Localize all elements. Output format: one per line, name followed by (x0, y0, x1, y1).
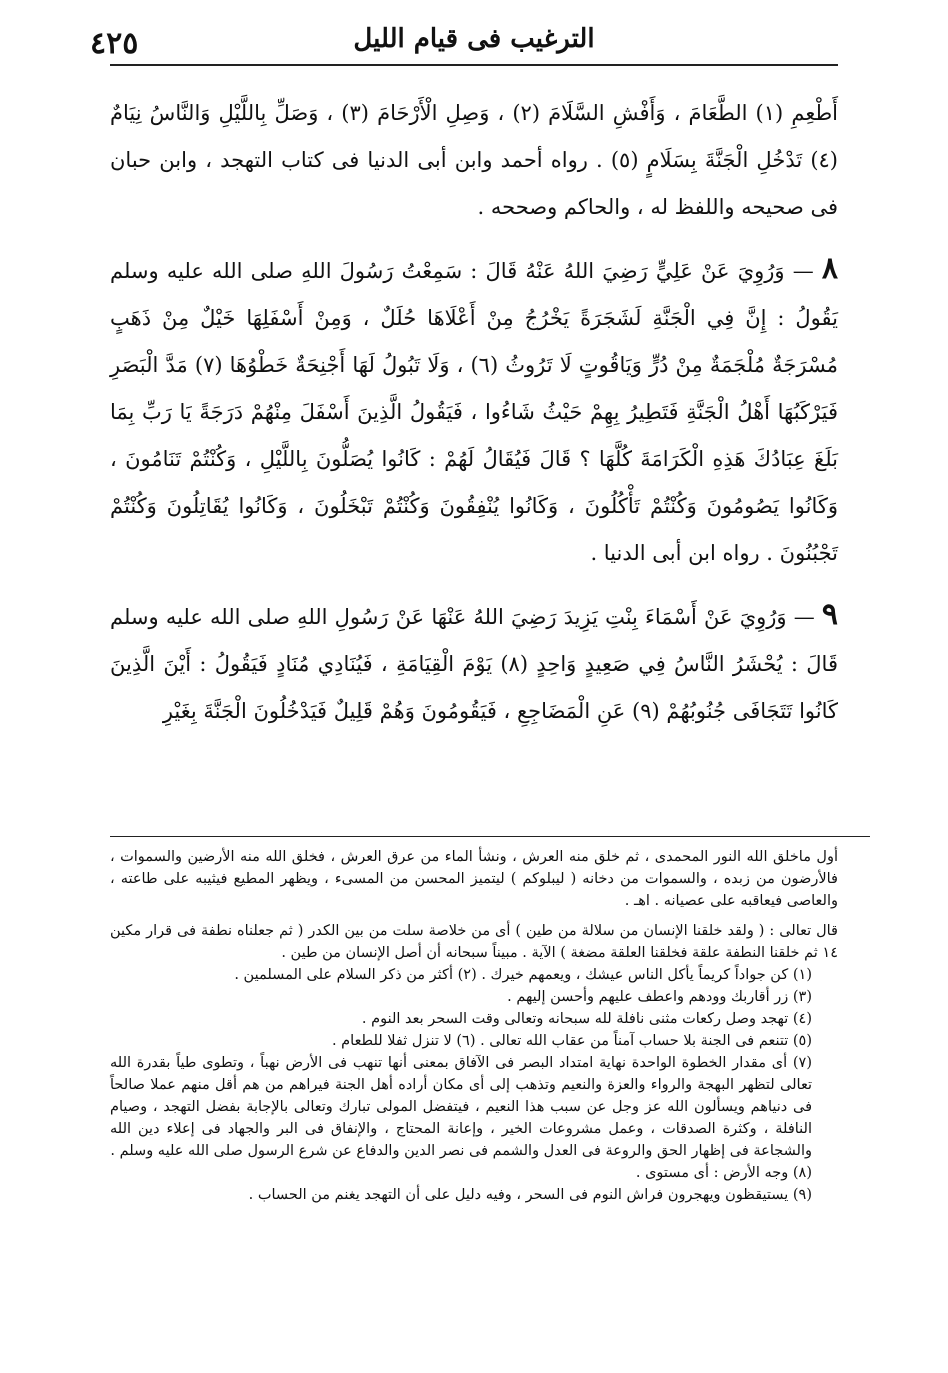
hadith-text: — وَرُوِيَ عَنْ أَسْمَاءَ بِنْتِ يَزِيدَ رَضِيَ اللهُ عَنْهَا عَنْ رَسُولِ اللهِ صلى الله عليه وسلم قَالَ : يُحْشَرُ النَّاسُ فِي صَعِيدٍ وَاحِدٍ (٨) يَوْمَ الْقِيَامَةِ ، فَيُنَادِي مُنَادٍ فَيَقُولُ : أَيْنَ الَّذِينَ كَانُوا تَتَجَافَى جُنُوبُهُمْ (٩) عَنِ الْمَضَاجِعِ ، فَيَقُومُونَ وَهُمْ قَلِيلٌ فَيَدْخُلُونَ الْجَنَّةَ بِغَيْرِ (110, 605, 838, 723)
hadith-text: — وَرُوِيَ عَنْ عَلِيٍّ رَضِيَ اللهُ عَنْهُ قَالَ : سَمِعْتُ رَسُولَ اللهِ صلى الله عليه وسلم يَقُولُ : إِنَّ فِي الْجَنَّةِ لَشَجَرَةً يَخْرُجُ مِنْ أَعْلَاهَا حُلَلٌ ، وَمِنْ أَسْفَلِهَا خَيْلٌ مِنْ ذَهَبٍ مُسْرَجَةٌ مُلْجَمَةٌ مِنْ دُرٍّ وَيَاقُوتٍ لَا تَرُوثُ (٦) ، وَلَا تَبُولُ لَهَا أَجْنِحَةٌ خَطْوُهَا (٧) مَدَّ الْبَصَرِ فَيَرْكَبُهَا أَهْلُ الْجَنَّةِ فَتَطِيرُ بِهِمْ حَيْثُ شَاءُوا ، فَيَقُولُ الَّذِينَ أَسْفَلَ مِنْهُمْ دَرَجَةً يَا رَبِّ بِمَا بَلَغَ عِبَادُكَ هَذِهِ الْكَرَامَةَ كُلَّهَا ؟ قَالَ فَيُقَالُ لَهُمْ : كَانُوا يُصَلُّونَ بِاللَّيْلِ ، وَكُنْتُمْ تَنَامُونَ ، وَكَانُوا يَصُومُونَ وَكُنْتُمْ تَأْكُلُونَ ، وَكَانُوا يُنْفِقُونَ وَكُنْتُمْ تَبْخَلُونَ ، وَكَانُوا يُقَاتِلُونَ وَكُنْتُمْ تَجْبُنُونَ . رواه ابن أبى الدنيا . (110, 259, 838, 565)
footnote-continuation: أول ماخلق الله النور المحمدى ، ثم خلق منه العرش ، ونشأ الماء من عرق العرش ، فخلق الله منه الأرضين والسموات ، فالأرضون من زبده ، والسموات من دخانه ( ليبلوكم ) ليتميز المحسن من المسىء ، ويظهر المطيع فيثيبه على طاعته ، والعاصى فيعاقبه على عصيانه . اهـ . (110, 849, 838, 909)
footnote-9: (٩) يستيقظون ويهجرون فراش النوم فى السحر ، وفيه دليل على أن التهجد يغنم من الحساب . (248, 1187, 812, 1203)
footnote-8: (٨) وجه الأرض : أى مستوى . (635, 1165, 812, 1181)
footnote-3: (٣) زر أقاربك وودهم واعطف عليهم وأحسن إليهم . (507, 989, 812, 1005)
footnote-5-6: (٥) تتنعم فى الجنة بلا حساب آمناً من عقاب الله تعالى . (٦) لا تنزل ثفلا للطعام . (331, 1033, 812, 1049)
page-header (90, 20, 838, 61)
page-number: ٤٢٥ (90, 26, 139, 61)
main-text (110, 90, 838, 735)
running-title: الترغيب فى قيام الليل (353, 24, 595, 54)
footnotes (110, 846, 838, 1206)
footnote-7: (٧) أى مقدار الخطوة الواحدة نهاية امتداد البصر فى الآفاق بمعنى أنها تنهب فى الأرض نهباً ، وتطوى طياً بقدرة الله تعالى لتظهر البهجة والرواء والعزة والنعيم وتذهب إلى أى مكان أراده أهل الجنة فيراهم من هم أقل منهم عملا صالحاً فى دنياهم ويسألون الله عز وجل عن سبب هذا النعيم ، فيتفضل المولى تبارك وتعالى بالإجابة بفضل التهجد ، وصيام النافلة ، وكثرة الصدقات ، وعمل مشروعات الخير ، وإعانة المحتاج ، والإنفاق فى البر والجهاد فى إعلاء دين الله والشجاعة فى إظهار الحق والروعة فى العدل والشمم فى نصر الدين والدفاع عن شرع الرسول صلى الله عليه وسلم . (110, 1055, 812, 1159)
header-rule (110, 64, 838, 66)
footnote-rule (110, 836, 870, 837)
paragraph-hadith-9 (110, 591, 838, 735)
hadith-number: ٨ (821, 251, 838, 286)
hadith-number: ٩ (821, 597, 838, 632)
footnote-continuation: قال تعالى : ( ولقد خلقنا الإنسان من سلالة من طين ) أى من خلاصة سلت من بين الكدر ( ثم جعلناه نطفة فى قرار مكين ١٤ ثم خلقنا النطفة علقة فخلقنا العلقة مضغة ) الآية . مبيناً سبحانه أن أصل الإنسان من طين . (110, 923, 838, 961)
footnote-1-2: (١) كن جواداً كريماً يأكل الناس عيشك ، ويعمهم خيرك . (٢) أكثر من ذكر السلام على المسلمين . (234, 967, 812, 983)
footnote-4: (٤) تهجد وصل ركعات مثنى نافلة لله سبحانه وتعالى وقت السحر بعد النوم . (361, 1011, 812, 1027)
paragraph-hadith-8 (110, 245, 838, 577)
paragraph-hadith-7-end: أَطْعِمِ (١) الطَّعَامَ ، وَأَفْشِ السَّلَامَ (٢) ، وَصِلِ الْأَرْحَامَ (٣) ، وَصَلِّ بِاللَّيْلِ وَالنَّاسُ نِيَامٌ (٤) تَدْخُلِ الْجَنَّةَ بِسَلَامٍ (٥) . رواه أحمد وابن أبى الدنيا فى كتاب التهجد ، وابن حبان فى صحيحه واللفظ له ، والحاكم وصححه . (110, 101, 838, 219)
